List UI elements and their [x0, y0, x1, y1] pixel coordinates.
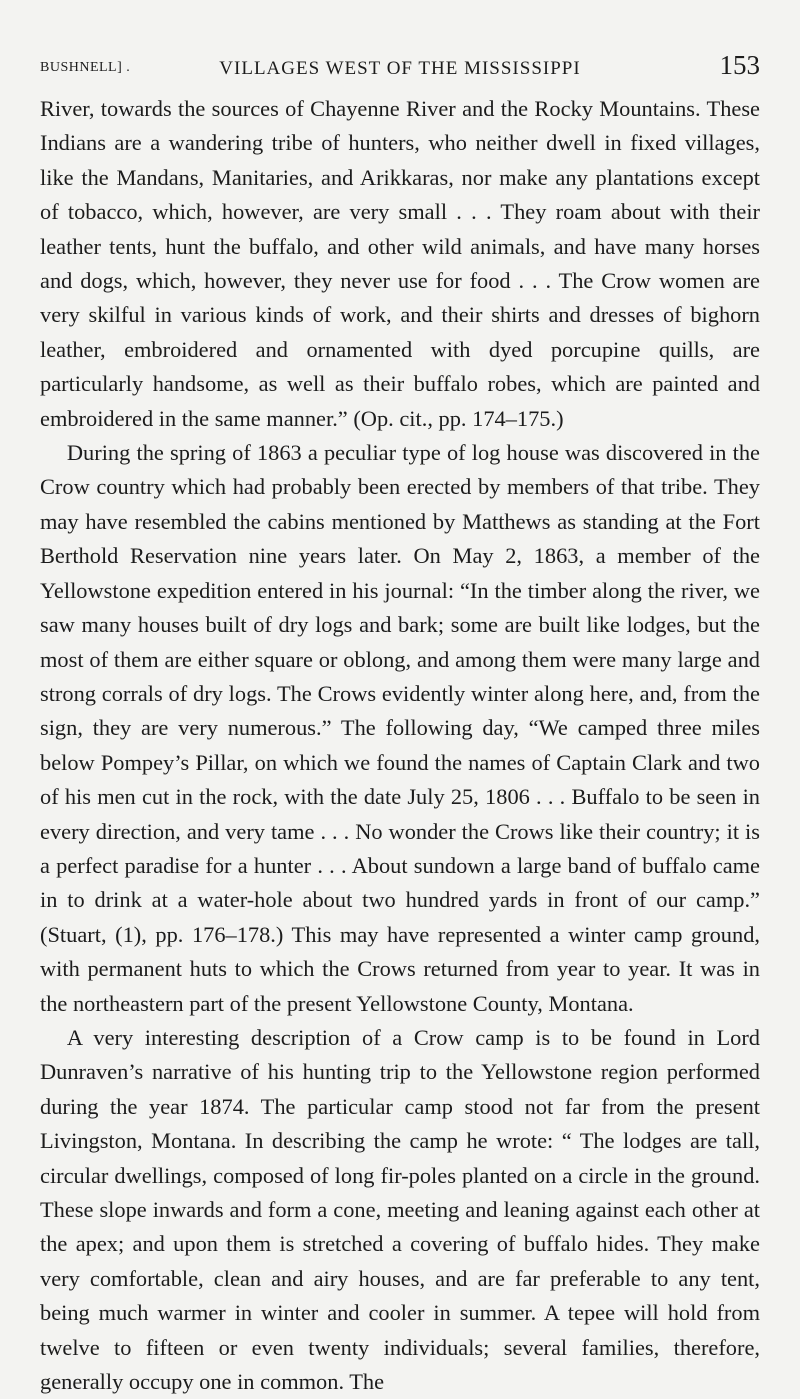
- page-number: 153: [719, 50, 760, 80]
- paragraph-log-houses: During the spring of 1863 a peculiar type of log house was discovered in the Crow country which had probably been erected by members of that tribe. They may have resembled the cabins mentioned by Matthews as standing at the Fort Berthold Reservation nine years later. On May 2, 1863, a member of the Yellowstone expedition entered in his journal: “In the timber along the river, we saw many houses built of dry logs and bark; some are built like lodges, but the most of them are either square or oblong, and among them were many large and strong corrals of dry logs. The Crows evidently winter along here, and, from the sign, they are very numerous.” The following day, “We camped three miles below Pompey’s Pillar, on which we found the names of Captain Clark and two of his men cut in the rock, with the date July 25, 1806 . . . Buffalo to be seen in every direction, and very tame . . . No wonder the Crows like their country; it is a perfect paradise for a hunter . . . About sundown a large band of buffalo came in to drink at a water-hole about two hundred yards in front of our camp.” (Stuart, (1), pp. 176–178.) This may have represented a winter camp ground, with permanent huts to which the Crows returned from year to year. It was in the northeastern part of the present Yellowstone County, Montana.: [40, 440, 760, 1016]
- running-head-title: VILLAGES WEST OF THE MISSISSIPPI: [219, 58, 581, 79]
- paragraph-crow-camp: A very interesting description of a Crow camp is to be found in Lord Dunraven’s narrative of his hunting trip to the Yellowstone region performed during the year 1874. The particular camp stood not far from the present Livingston, Montana. In describing the camp he wrote: “ The lodges are tall, circular dwellings, composed of long fir-poles planted on a circle in the ground. These slope inwards and form a cone, meeting and leaning against each other at the apex; and upon them is stretched a covering of buffalo hides. They make very comfortable, clean and airy houses, and are far preferable to any tent, being much warmer in winter and cooler in summer. A tepee will hold from twelve to fifteen or even twenty individuals; several families, therefore, generally occupy one in common. The: [40, 1024, 760, 1395]
- paragraph-continuation: River, towards the sources of Chayenne River and the Rocky Mountains. These Indians are a wandering tribe of hunters, who neither dwell in fixed villages, like the Mandans, Manitaries, and Arikkaras, nor make any plantations except of tobacco, which, however, are very small . . . They roam about with their leather tents, hunt the buffalo, and other wild animals, and have many horses and dogs, which, however, they never use for food . . . The Crow women are very skilful in various kinds of work, and their shirts and dresses of bighorn leather, embroidered and ornamented with dyed porcupine quills, are particularly handsome, as well as their buffalo robes, which are painted and embroidered in the same manner.” (Op. cit., pp. 174–175.): [40, 96, 760, 431]
- body-text: [40, 92, 760, 1399]
- running-head-author: BUSHNELL] .: [40, 60, 131, 75]
- page-header: [40, 40, 760, 80]
